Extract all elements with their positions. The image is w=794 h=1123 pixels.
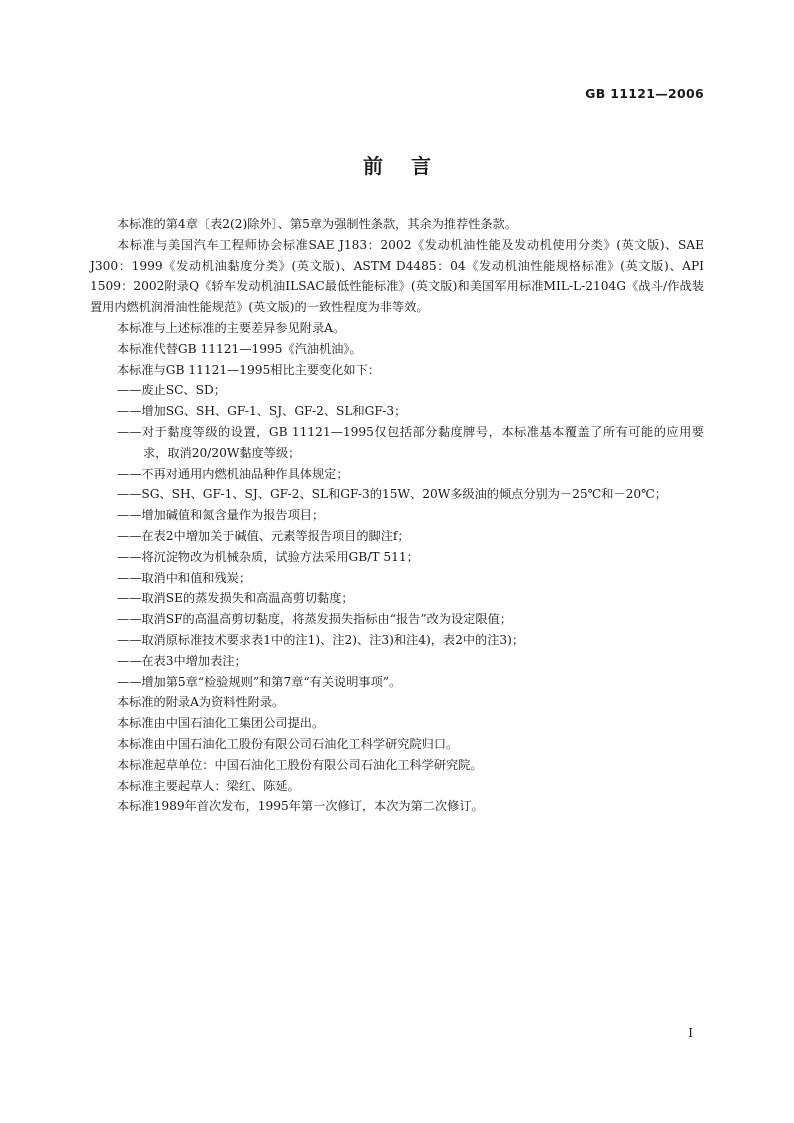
paragraph: 本标准由中国石油化工股份有限公司石油化工科学研究院归口。 bbox=[117, 736, 459, 751]
change-item: ——不再对通用内燃机油品种作具体规定； bbox=[117, 466, 349, 481]
paragraph: 本标准与GB 11121—1995相比主要变化如下： bbox=[117, 362, 380, 377]
paragraph: 本标准由中国石油化工集团公司提出。 bbox=[117, 716, 325, 731]
change-item: ——将沉淀物改为机械杂质，试验方法采用GB/T 511； bbox=[117, 549, 419, 564]
change-item: ——增加SG、SH、GF-1、SJ、GF-2、SL和GF-3； bbox=[117, 404, 407, 419]
change-item: ——取消SE的蒸发损失和高温高剪切黏度； bbox=[117, 591, 354, 606]
change-item: ——SG、SH、GF-1、SJ、GF-2、SL和GF-3的15W、20W多级油的倾点分别为－25℃和－20℃； bbox=[117, 487, 667, 502]
change-item: ——在表2中增加关于碱值、元素等报告项目的脚注f； bbox=[117, 528, 410, 543]
paragraph: 本标准1989年首次发布，1995年第一次修订，本次为第二次修订。 bbox=[117, 799, 484, 814]
page-title: 前言 bbox=[363, 154, 459, 178]
change-item: ——取消原标准技术要求表1中的注1)、注2)、注3)和注4)，表2中的注3)； bbox=[117, 632, 525, 647]
change-item: ——对于黏度等级的设置，GB 11121—1995仅包括部分黏度牌号，本标准基本覆盖了所有可能的应用要求，取消20/20W黏度等级； bbox=[117, 424, 704, 460]
paragraph: 本标准主要起草人：梁红、陈延。 bbox=[117, 778, 300, 793]
standard-number: GB 11121—2006 bbox=[585, 86, 704, 101]
change-item: ——增加第5章“检验规则”和第7章“有关说明事项”。 bbox=[117, 674, 402, 689]
paragraph: 本标准与上述标准的主要差异参见附录A。 bbox=[117, 320, 346, 335]
change-item: ——在表3中增加表注； bbox=[117, 653, 247, 668]
change-item: ——取消SF的高温高剪切黏度，将蒸发损失指标由“报告”改为设定限值； bbox=[117, 612, 512, 627]
paragraph: 本标准与美国汽车工程师协会标准SAE J183：2002《发动机油性能及发动机使用分类》(英文版)、SAE J300：1999《发动机油黏度分类》(英文版)、ASTM D4485：04《发动机油性能规格标准》(英文版)、API 1509：2002附录Q《轿车发动机油ILSAC最低性能标准》(英文版)和美国军用标准MIL-L-2104G《战斗/作战装置用内燃机润滑油性能规范》(英文版)的一致性程度为非等效。 bbox=[90, 237, 704, 315]
paragraph: 本标准的附录A为资料性附录。 bbox=[117, 695, 285, 710]
paragraph: 本标准起草单位：中国石油化工股份有限公司石油化工科学研究院。 bbox=[117, 757, 483, 772]
paragraph: 本标准代替GB 11121—1995《汽油机油》。 bbox=[117, 341, 362, 356]
foreword-body bbox=[90, 214, 704, 817]
page-number: I bbox=[688, 1026, 693, 1040]
paragraph: 本标准的第4章〔表2(2)除外〕、第5章为强制性条款，其余为推荐性条款。 bbox=[117, 217, 518, 231]
change-item: ——废止SC、SD； bbox=[117, 383, 226, 398]
change-item: ——增加碱值和氮含量作为报告项目； bbox=[117, 508, 325, 523]
change-item: ——取消中和值和残炭； bbox=[117, 570, 252, 585]
